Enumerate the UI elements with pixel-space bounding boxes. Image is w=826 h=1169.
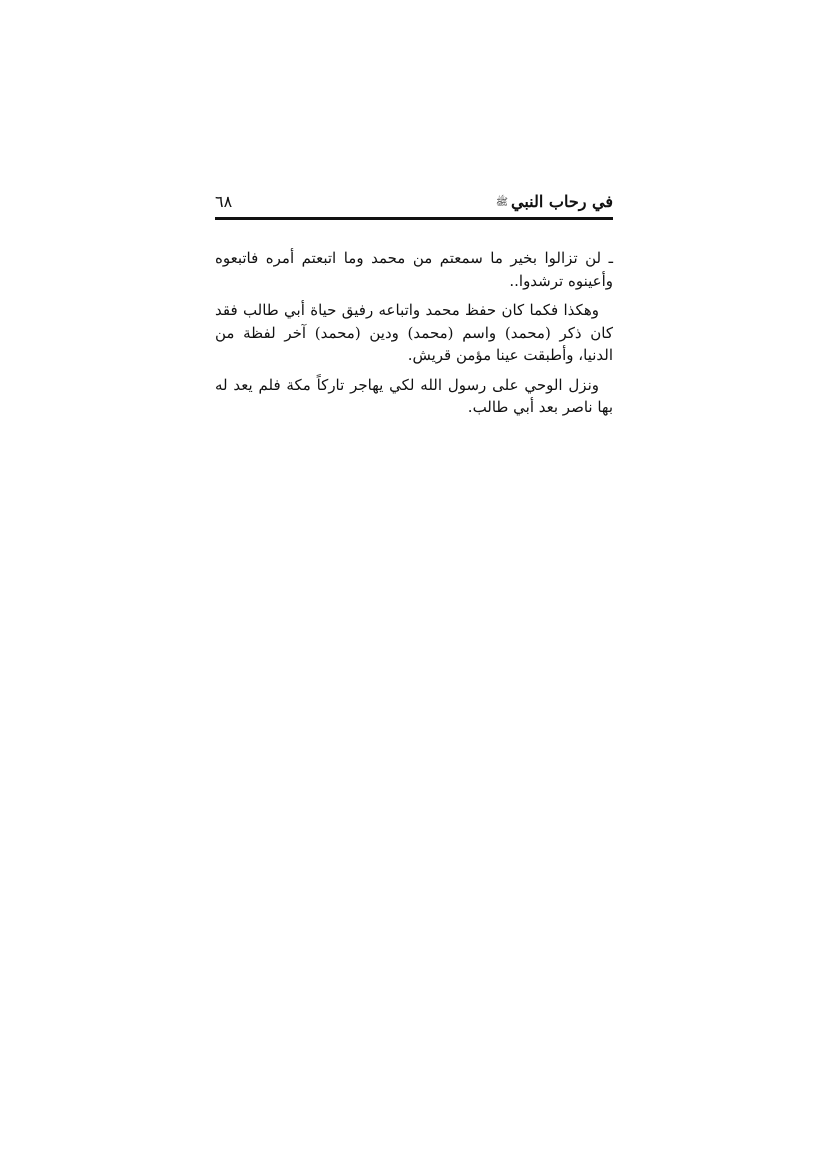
body-text — [215, 247, 613, 426]
honorific-glyph: ﷺ — [495, 197, 508, 208]
running-head-title — [496, 190, 613, 215]
header-divider — [215, 217, 613, 220]
paragraph: ـ لن تزالوا بخير ما سمعتم من محمد وما اتبعتم أمره فاتبعوه وأعينوه ترشدوا.. — [215, 249, 613, 290]
paragraph: وهكذا فكما كان حفظ محمد واتباعه رفيق حياة أبي طالب فقد كان ذكر (محمد) واسم (محمد) ودين (محمد) آخر لفظة من الدنيا، وأطبقت عينا مؤمن قريش. — [215, 301, 613, 364]
paragraph: ونزل الوحي على رسول الله لكي يهاجر تاركاً مكة فلم يعد له بها ناصر بعد أبي طالب. — [215, 375, 613, 416]
page-number: ٦٨ — [215, 192, 233, 211]
book-title: في رحاب النبي — [511, 192, 613, 211]
running-header — [215, 190, 613, 218]
